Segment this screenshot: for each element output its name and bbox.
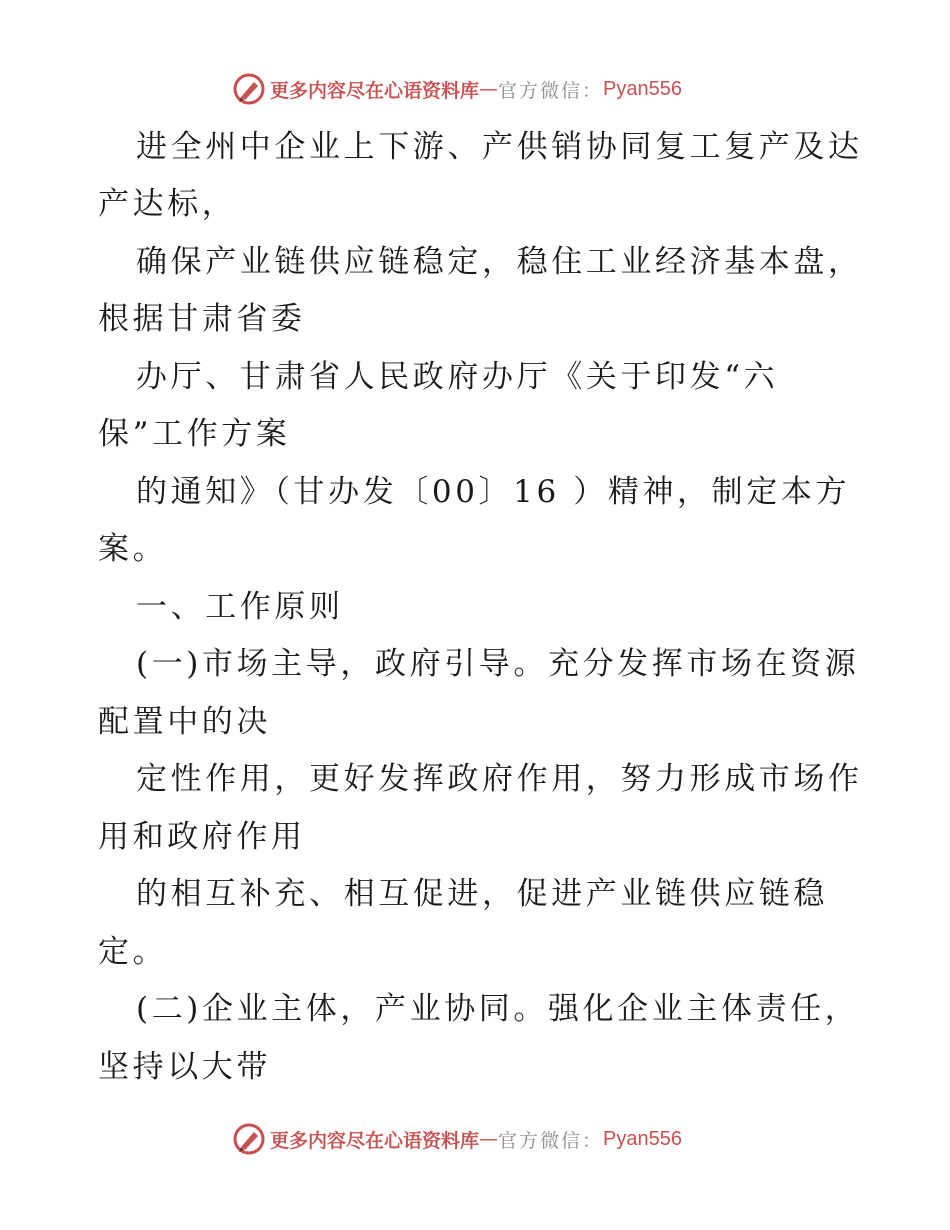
text-line-7: 的通知》（甘办发〔00〕16 ）精神，制定本方 [136,474,851,510]
text-line-1: 进全州中企业上下游、产供销协同复工复产及达 [136,129,863,165]
text-line-2: 产达标， [98,186,237,222]
watermark-site-name: 更多内容尽在心语资料库 [270,79,480,102]
watermark-site-name: 更多内容尽在心语资料库 [270,1129,480,1152]
watermark-dash: — [479,78,499,100]
text-line-11: 配置中的决 [98,704,271,740]
text-line-3: 确保产业链供应链稳定，稳住工业经济基本盘， [136,244,863,280]
text-line-14: 的相互补充、相互促进，促进产业链供应链稳 [136,876,828,912]
footer-watermark [232,1122,682,1156]
section-heading-principles: 一、工作原则 [136,589,344,625]
text-line-10: (一)市场主导，政府引导。充分发挥市场在资源 [136,646,860,682]
watermark-official-label: 官方微信： [498,1129,604,1152]
text-line-16: (二)企业主体，产业协同。强化企业主体责任， [136,991,860,1027]
text-line-12: 定性作用，更好发挥政府作用，努力形成市场作 [136,761,863,797]
text-line-13: 用和政府作用 [98,819,306,855]
watermark-dash: — [479,1128,499,1150]
pen-logo-icon [232,1122,266,1156]
text-line-8: 案。 [98,531,168,567]
watermark-official-label: 官方微信： [498,79,604,102]
text-line-6: 保”工作方案 [98,416,291,452]
watermark-wechat-id: Pyan556 [603,77,682,100]
watermark-wechat-id: Pyan556 [603,1127,682,1150]
text-line-4: 根据甘肃省委 [98,301,306,337]
header-watermark [232,72,682,106]
pen-logo-icon [232,72,266,106]
text-line-17: 坚持以大带 [98,1049,271,1085]
text-line-15: 定。 [98,934,168,970]
text-line-5: 办厅、甘肃省人民政府办厅《关于印发“六 [136,359,779,395]
